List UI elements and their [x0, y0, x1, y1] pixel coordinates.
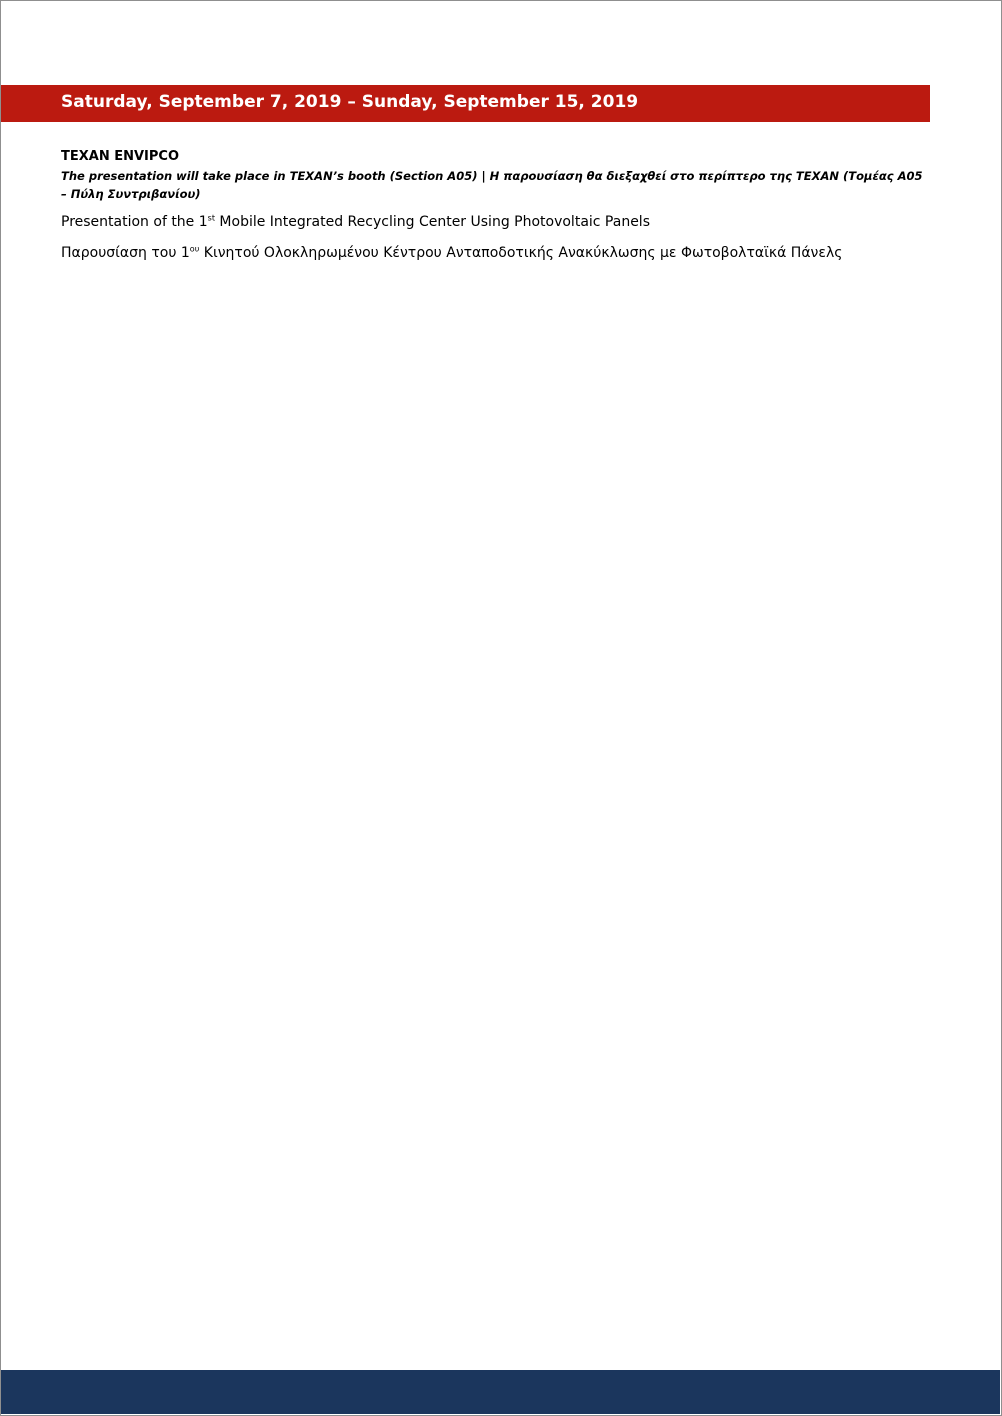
- ordinal-suffix: st: [207, 213, 215, 223]
- title-gr-part: Παρουσίαση του 1: [61, 245, 190, 261]
- organization-name: TEXAN ENVIPCO: [61, 149, 180, 164]
- date-range-heading: Saturday, September 7, 2019 – Sunday, September 15, 2019: [61, 92, 639, 112]
- presentation-title-greek: [61, 244, 931, 262]
- title-gr-part: Κινητού Ολοκληρωμένου Κέντρου Ανταποδοτικής Ανακύκλωσης με Φωτοβολταϊκά Πάνελς: [199, 245, 843, 261]
- presentation-title-english: [61, 213, 931, 231]
- title-en-part: Presentation of the 1: [61, 214, 208, 230]
- event-entry: [61, 149, 931, 262]
- location-note: The presentation will take place in TEXAN’s booth (Section A05) | Η παρουσίαση θα διεξαχθεί στο περίπτερο της TEXAN (Τομέας A05 – Πύλη Συντριβανίου): [61, 169, 923, 201]
- title-en-part: Mobile Integrated Recycling Center Using Photovoltaic Panels: [214, 214, 650, 230]
- date-banner: [1, 85, 930, 122]
- footer-bar: [1, 1370, 1000, 1414]
- ordinal-suffix: ου: [189, 244, 200, 254]
